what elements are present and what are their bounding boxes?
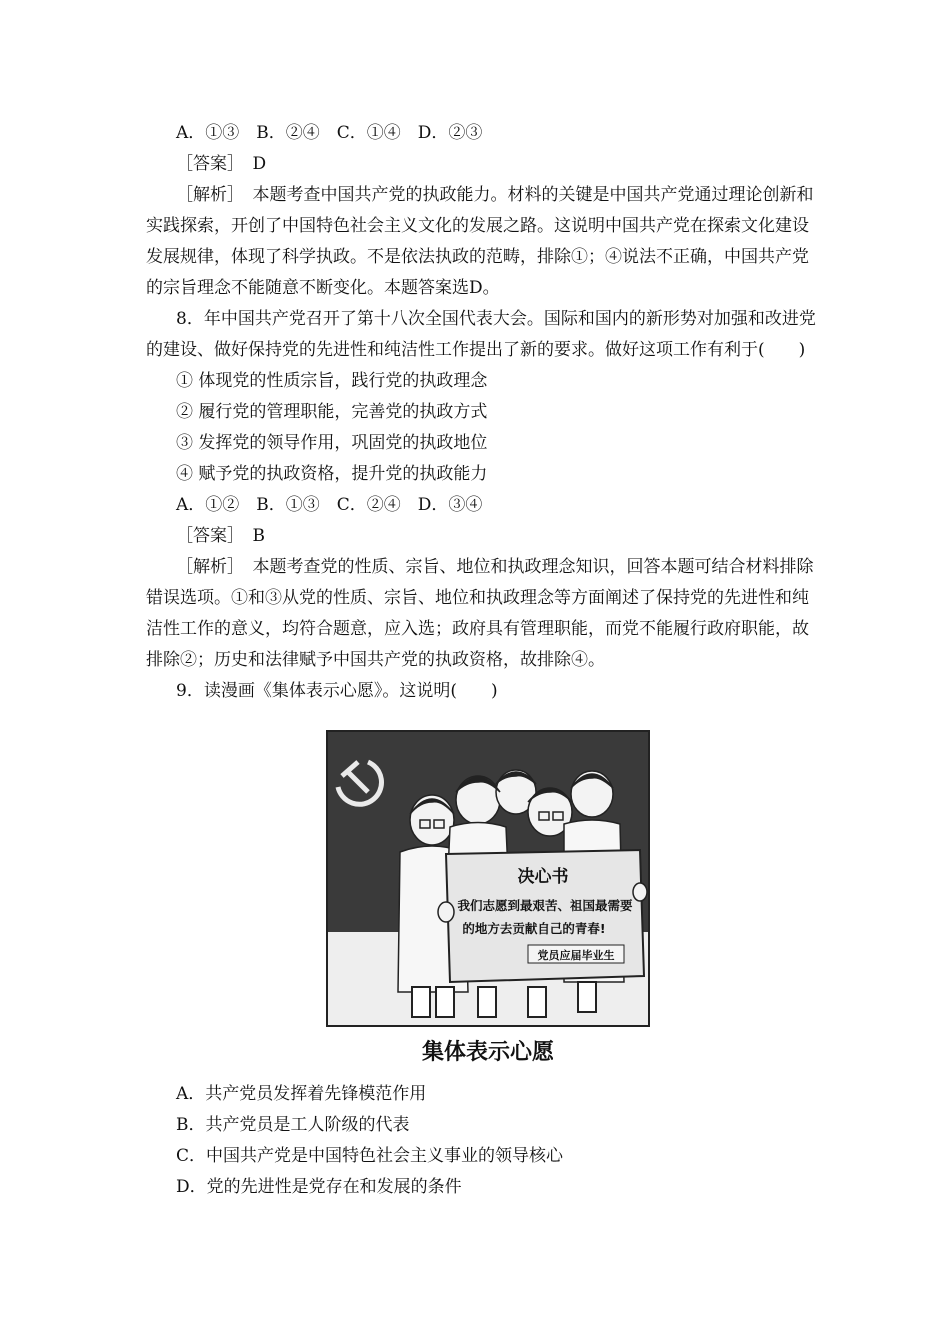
q8-analysis-line: ［解析］ 本题考查党的性质、宗旨、地位和执政理念知识，回答本题可结合材料排除 bbox=[176, 557, 814, 577]
q8-item: ② 履行党的管理职能，完善党的执政方式 bbox=[176, 402, 488, 422]
q8-analysis-line: 排除②；历史和法律赋予中国共产党的执政资格，故排除④。 bbox=[146, 650, 605, 670]
sign-tag: 党员应届毕业生 bbox=[537, 949, 615, 962]
cartoon-caption: 集体表示心愿 bbox=[421, 1040, 554, 1065]
q7-analysis-line: 的宗旨理念不能随意不断变化。本题答案选D。 bbox=[146, 278, 500, 298]
q9-choice-d: D．党的先进性是党存在和发展的条件 bbox=[176, 1177, 462, 1197]
q8-options: A．①② B．①③ C．②④ D．③④ bbox=[176, 495, 483, 515]
q8-analysis-line: 错误选项。①和③从党的性质、宗旨、地位和执政理念等方面阐述了保持党的先进性和纯 bbox=[146, 588, 809, 608]
q7-analysis-line: ［解析］ 本题考查中国共产党的执政能力。材料的关键是中国共产党通过理论创新和 bbox=[176, 185, 814, 205]
q9-choice-a: A．共产党员发挥着先锋模范作用 bbox=[176, 1084, 427, 1104]
q7-analysis-line: 实践探索，开创了中国特色社会主义文化的发展之路。这说明中国共产党在探索文化建设 bbox=[146, 216, 809, 236]
q9-stem: 9．读漫画《集体表示心愿》。这说明( ) bbox=[176, 681, 498, 701]
sign-line: 的地方去贡献自己的青春! bbox=[462, 921, 606, 936]
q8-item: ① 体现党的性质宗旨，践行党的执政理念 bbox=[176, 371, 488, 391]
q8-stem-line: 8．年中国共产党召开了第十八次全国代表大会。国际和国内的新形势对加强和改进党 bbox=[176, 309, 816, 329]
q9-choice-b: B．共产党员是工人阶级的代表 bbox=[176, 1115, 410, 1135]
q8-item: ④ 赋予党的执政资格，提升党的执政能力 bbox=[176, 464, 488, 484]
cartoon-image bbox=[326, 730, 650, 1027]
sign-line: 我们志愿到最艰苦、祖国最需要 bbox=[457, 898, 633, 913]
q7-analysis-line: 发展规律，体现了科学执政。不是依法执政的范畴，排除①；④说法不正确，中国共产党 bbox=[146, 247, 809, 267]
q8-stem-line: 的建设、做好保持党的先进性和纯洁性工作提出了新的要求。做好这项工作有利于( ) bbox=[146, 340, 806, 360]
q9-choice-c: C．中国共产党是中国特色社会主义事业的领导核心 bbox=[176, 1146, 564, 1166]
q8-item: ③ 发挥党的领导作用，巩固党的执政地位 bbox=[176, 433, 488, 453]
q8-analysis-line: 洁性工作的意义，均符合题意，应入选；政府具有管理职能，而党不能履行政府职能，故 bbox=[146, 619, 809, 639]
sign-title: 决心书 bbox=[517, 867, 569, 887]
q7-options: A．①③ B．②④ C．①④ D．②③ bbox=[176, 123, 483, 143]
q8-answer: ［答案］ B bbox=[176, 526, 265, 546]
q7-answer: ［答案］ D bbox=[176, 154, 267, 174]
